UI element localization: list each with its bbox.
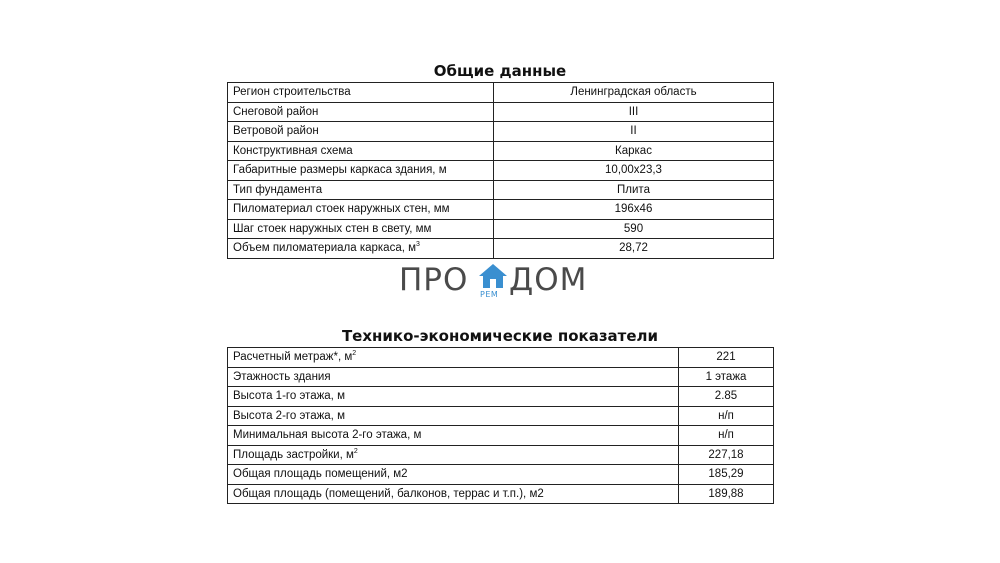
- row-label-text: Расчетный метраж*, м: [233, 351, 353, 364]
- table-row: [228, 200, 774, 220]
- row-value: н/п: [679, 406, 774, 426]
- row-value: 1 этажа: [679, 367, 774, 387]
- row-value: 189,88: [679, 484, 774, 504]
- table-row: [228, 161, 774, 181]
- row-label: [228, 445, 679, 465]
- logo-word-dom: ДОМ: [509, 262, 588, 298]
- row-value: н/п: [679, 426, 774, 446]
- table-row: [228, 445, 774, 465]
- table-row: [228, 83, 774, 103]
- row-label: [228, 348, 679, 368]
- row-label: Минимальная высота 2-го этажа, м: [228, 426, 679, 446]
- general-data-table: [227, 82, 774, 259]
- row-value: 2.85: [679, 387, 774, 407]
- row-label: Шаг стоек наружных стен в свету, мм: [228, 219, 494, 239]
- row-value: Каркас: [494, 141, 774, 161]
- general-data-title: Общие данные: [433, 62, 567, 80]
- row-label: Ветровой район: [228, 122, 494, 142]
- table-row: [228, 465, 774, 485]
- table-row: [228, 426, 774, 446]
- row-value: 227,18: [679, 445, 774, 465]
- row-label: [228, 239, 494, 259]
- table-row: [228, 348, 774, 368]
- logo-word-pro: ПРО: [399, 262, 469, 298]
- table-row: [228, 406, 774, 426]
- row-label: Снеговой район: [228, 102, 494, 122]
- row-label: Конструктивная схема: [228, 141, 494, 161]
- table-row: [228, 102, 774, 122]
- row-label-text: Объем пиломатериала каркаса, м: [233, 242, 417, 255]
- row-value: 185,29: [679, 465, 774, 485]
- unit-superscript: 3: [416, 241, 420, 249]
- row-value: 10,00х23,3: [494, 161, 774, 181]
- row-value: 590: [494, 219, 774, 239]
- row-label: Общая площадь помещений, м2: [228, 465, 679, 485]
- row-label: Тип фундамента: [228, 180, 494, 200]
- row-label: Регион строительства: [228, 83, 494, 103]
- row-value: II: [494, 122, 774, 142]
- row-label: Габаритные размеры каркаса здания, м: [228, 161, 494, 181]
- table-row: [228, 122, 774, 142]
- table-row: [228, 387, 774, 407]
- row-value: 28,72: [494, 239, 774, 259]
- table-row: [228, 180, 774, 200]
- row-value: 221: [679, 348, 774, 368]
- row-label: Общая площадь (помещений, балконов, террас и т.п.), м2: [228, 484, 679, 504]
- table-row: [228, 367, 774, 387]
- indicators-title: Технико-экономические показатели: [341, 327, 659, 345]
- indicators-table: [227, 347, 774, 504]
- row-label: Пиломатериал стоек наружных стен, мм: [228, 200, 494, 220]
- unit-superscript: 2: [353, 447, 358, 455]
- house-icon: [478, 263, 508, 289]
- table-row: [228, 484, 774, 504]
- row-label: Этажность здания: [228, 367, 679, 387]
- row-value: III: [494, 102, 774, 122]
- row-value: 196х46: [494, 200, 774, 220]
- logo-sub-rem: РЕМ: [480, 290, 499, 299]
- table-row: [228, 141, 774, 161]
- table-row: [228, 239, 774, 259]
- row-value: Плита: [494, 180, 774, 200]
- row-label-text: Площадь застройки, м: [233, 448, 354, 461]
- row-label: Высота 2-го этажа, м: [228, 406, 679, 426]
- row-value: Ленинградская область: [494, 83, 774, 103]
- table-row: [228, 219, 774, 239]
- logo: [399, 262, 599, 302]
- unit-superscript: 2: [352, 350, 357, 358]
- row-label: Высота 1-го этажа, м: [228, 387, 679, 407]
